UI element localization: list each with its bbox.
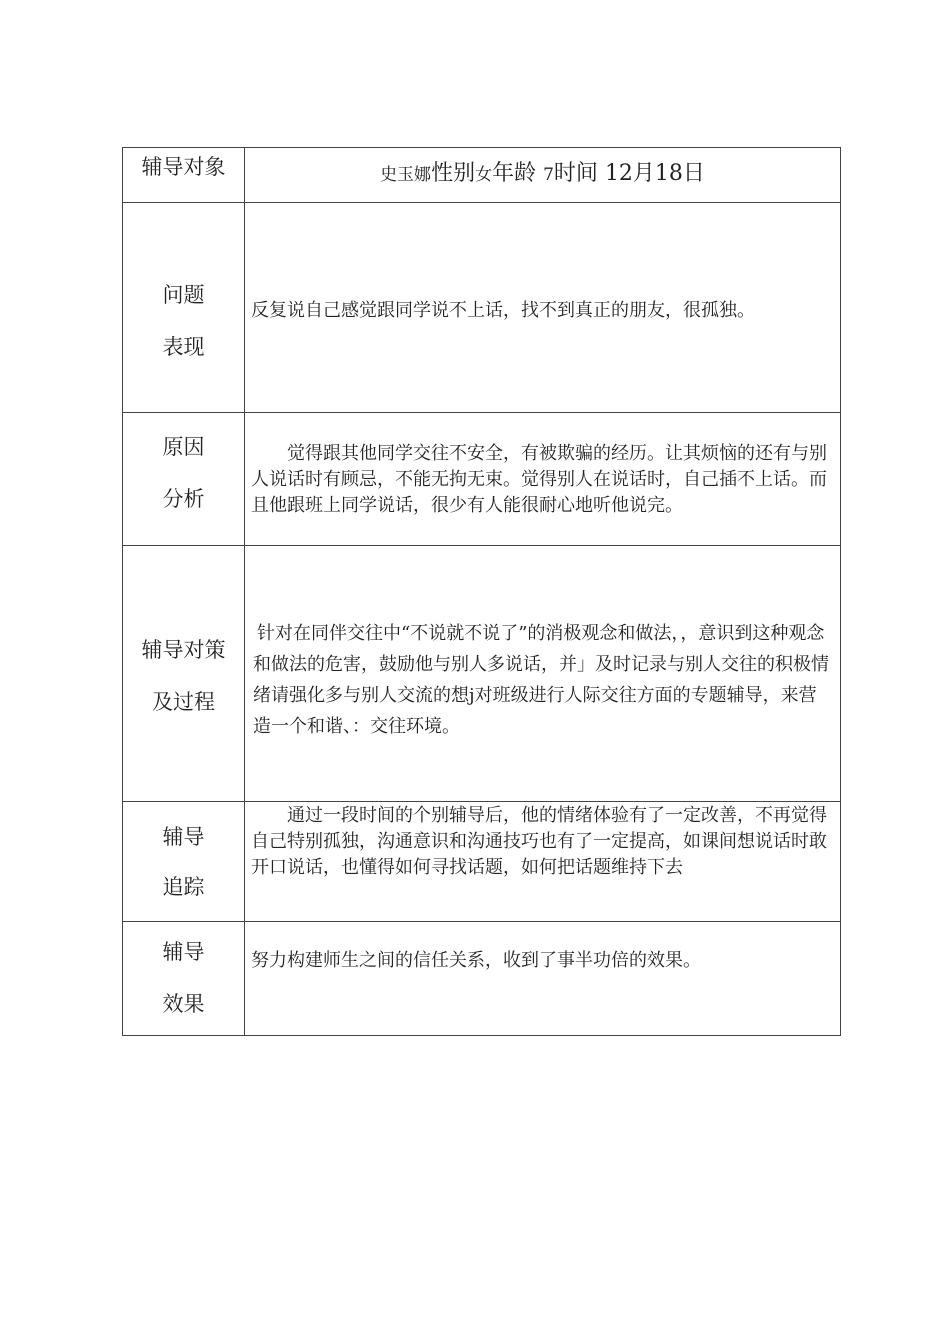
label-tracking [123,802,245,922]
student-name: 史玉娜 [380,165,432,185]
label-text: 辅导对象 [141,155,226,179]
tracking-content: 通过一段时间的个别辅导后，他的情绪体验有了一定改善，不再觉得自己特别孤独，沟通意识和沟通技巧也有了一定提高，如课间想说话时敢开口说话，也懂得如何寻找话题，如何把话题维持下去 [251,805,827,878]
table-row-header [123,148,841,203]
label-counseling-target [123,148,245,203]
time-label: 时间 [553,161,598,186]
problem-content: 反复说自己感觉跟同学说不上话，找不到真正的朋友，很孤独。 [251,300,755,321]
label-line-1: 原因 [162,435,205,459]
label-line-1: 问题 [162,283,205,307]
label-line-2: 表现 [162,335,205,359]
table-row-strategy [123,546,841,802]
label-problem [123,203,245,413]
tracking-content-cell [245,802,841,922]
cause-content-cell [245,413,841,546]
label-effect [123,922,245,1036]
label-strategy [123,546,245,802]
strategy-content [245,546,840,742]
label-line-2: 追踪 [162,875,205,899]
time-value: 12月18日 [604,161,705,186]
strategy-text: 针对在同伴交往中“不说就不说了”的消极观念和做法，，意识到这种观念和做法的危害，鼓励他与别人多说话，并」及时记录与别人交往的积极情绪请强化多与别人交流的想j对班级进行人际交往方面的专题辅导，来营造一个和谐、：交往环境。 [253,623,829,737]
student-info-cell [245,148,841,203]
effect-content: 努力构建师生之间的信任关系，收到了事半功倍的效果。 [251,950,701,971]
counseling-record-table [122,147,841,1036]
gender-label: 性别 [431,161,476,186]
label-line-2: 分析 [162,487,205,511]
problem-content-cell [245,203,841,413]
table-row-cause [123,413,841,546]
label-line-1: 辅导对策 [141,638,226,662]
gender-value: 女 [475,165,493,185]
label-line-2: 效果 [162,992,205,1016]
table-row-effect [123,922,841,1036]
label-line-1: 辅导 [162,940,205,964]
label-cause [123,413,245,546]
effect-content-cell [245,922,841,1036]
table-row-tracking [123,802,841,922]
strategy-content-cell [245,546,841,802]
age-label: 年龄 [492,161,537,186]
label-line-2: 及过程 [152,690,215,714]
student-info [245,148,840,188]
label-line-1: 辅导 [162,825,205,849]
age-value: 7 [543,165,554,185]
cause-content: 觉得跟其他同学交往不安全，有被欺骗的经历。让其烦恼的还有与别人说话时有顾忌，不能无拘无束。觉得别人在说话时，自己插不上话。而且他跟班上同学说话，很少有人能很耐心地听他说完。 [251,443,827,516]
table-row-problem [123,203,841,413]
